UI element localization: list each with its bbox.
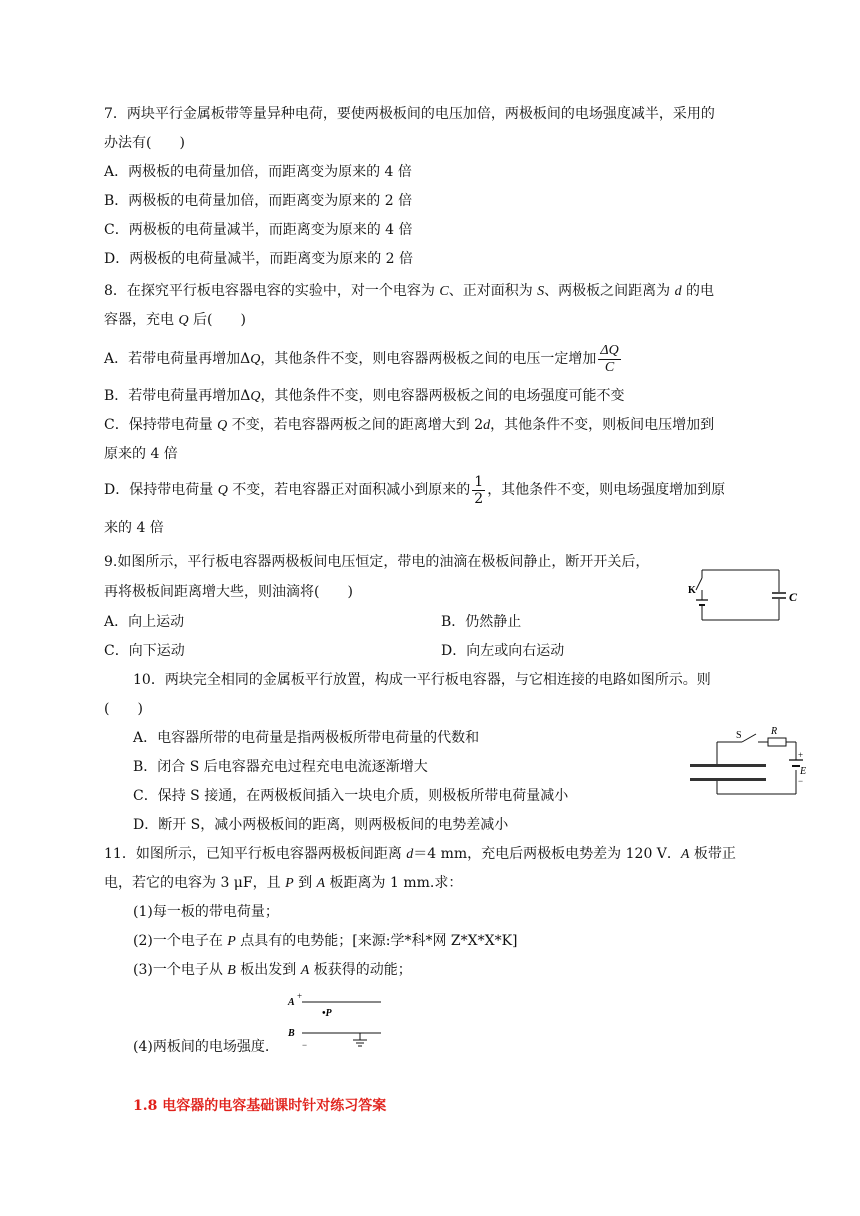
q10-minus-sign: −: [798, 776, 804, 786]
q7-option-a: A．两极板的电荷量加倍，而距离变为原来的 4 倍: [104, 164, 412, 180]
q8-option-d-line2: 来的 4 倍: [104, 520, 164, 536]
q11-minus-sign: −: [302, 1040, 308, 1050]
q9-option-a: A．向上运动: [104, 614, 185, 630]
q7-option-d: D．两极板的电荷量减半，而距离变为原来的 2 倍: [104, 251, 414, 267]
q10-option-d: D．断开 S，减小两极板间的距离，则两极板间的电势差减小: [133, 817, 509, 833]
answer-section-title: 1.8 电容器的电容基础课时针对练习答案: [133, 1098, 387, 1114]
q10-stem-line1: 10．两块完全相同的金属板平行放置，构成一平行板电容器，与它相连接的电路如图所示。则: [133, 672, 711, 688]
q7-stem-line2: 办法有( ): [104, 135, 185, 151]
q11-plus-sign: +: [297, 991, 303, 1001]
fraction-delta-q-over-c: $\frac{\Delta Q}{C}$: [600, 342, 619, 375]
q8-option-c-line2: 原来的 4 倍: [104, 446, 178, 462]
q10-source-label: E: [800, 766, 807, 777]
q8-option-b: B．若带电荷量再增加ΔQ，其他条件不变，则电容器两极板之间的电场强度可能不变: [104, 388, 625, 404]
q8-stem-line2: 容器，充电 Q 后( ): [104, 312, 246, 328]
q9-switch-label: K: [688, 585, 696, 596]
q9-option-c: C．向下运动: [104, 643, 185, 659]
q9-stem-line2: 再将极板间距离增大些，则油滴将( ): [104, 584, 353, 600]
q10-option-c: C．保持 S 接通，在两极板间插入一块电介质，则极板所带电荷量减小: [133, 788, 569, 804]
q8-option-d-line1: D．保持带电荷量 Q 不变，若电容器正对面积减小到原来的 $\frac{1}{2}$ ，其他条件不变，则电场强度增加到原: [104, 473, 726, 507]
q10-resistor-label: R: [771, 726, 778, 737]
q9-option-d: D．向左或向右运动: [441, 643, 565, 659]
q9-stem-line1: 9.如图所示，平行板电容器两极板间电压恒定，带电的油滴在极板间静止，断开开关后，: [104, 554, 650, 570]
q9-capacitor-label: C: [789, 590, 798, 604]
q11-plate-b-label: B: [288, 1028, 295, 1039]
q11-plates-figure: [286, 990, 386, 1052]
q10-circuit-figure: [684, 722, 820, 808]
fraction-one-half: $\frac{1}{2}$: [474, 473, 484, 507]
q8-option-c-line1: C．保持带电荷量 Q 不变，若电容器两板之间的距离增大到 2d，其他条件不变，则板间电压增加到: [104, 417, 715, 433]
q11-subquestion-1: (1)每一板的带电荷量；: [133, 904, 279, 920]
q11-subquestion-3: (3)一个电子从 B 板出发到 A 板获得的动能；: [133, 962, 412, 978]
q7-option-c: C．两极板的电荷量减半，而距离变为原来的 4 倍: [104, 222, 413, 238]
q11-subquestion-2: (2)一个电子在 P 点具有的电势能；[来源:学*科*网 Z*X*X*K]: [133, 933, 518, 949]
q7-option-b: B．两极板的电荷量加倍，而距离变为原来的 2 倍: [104, 193, 413, 209]
q11-stem-line1: 11．如图所示，已知平行板电容器两极板间距离 d＝4 mm，充电后两极板电势差为 120 V．A 板带正: [104, 846, 736, 862]
q7-stem-line1: 7．两块平行金属板带等量异种电荷，要使两极板间的电压加倍，两极板间的电场强度减半，采用的: [104, 106, 715, 122]
q11-plate-a-label: A: [288, 997, 295, 1008]
q11-subquestion-4: (4)两板间的电场强度.: [133, 1039, 270, 1055]
q9-circuit-figure: [684, 566, 804, 624]
q9-option-b: B．仍然静止: [441, 614, 522, 630]
q10-plus-sign: +: [798, 750, 804, 760]
q10-switch-label: S: [736, 730, 742, 741]
q8-option-a: A．若带电荷量再增加ΔQ，其他条件不变，则电容器两极板之间的电压一定增加 $\frac{\Delta Q}{C}$: [104, 342, 619, 375]
q8-stem-line1: 8．在探究平行板电容器电容的实验中，对一个电容为 C、正对面积为 S、两极板之间距离为 d 的电: [104, 283, 715, 299]
q10-stem-line2: ( ): [104, 701, 143, 717]
q11-point-p: •P: [322, 1008, 332, 1019]
q10-option-a: A．电容器所带的电荷量是指两极板所带电荷量的代数和: [133, 730, 480, 746]
q11-stem-line2: 电，若它的电容为 3 μF，且 P 到 A 板距离为 1 mm.求：: [104, 875, 463, 891]
q10-option-b: B．闭合 S 后电容器充电过程充电电流逐渐增大: [133, 759, 428, 775]
